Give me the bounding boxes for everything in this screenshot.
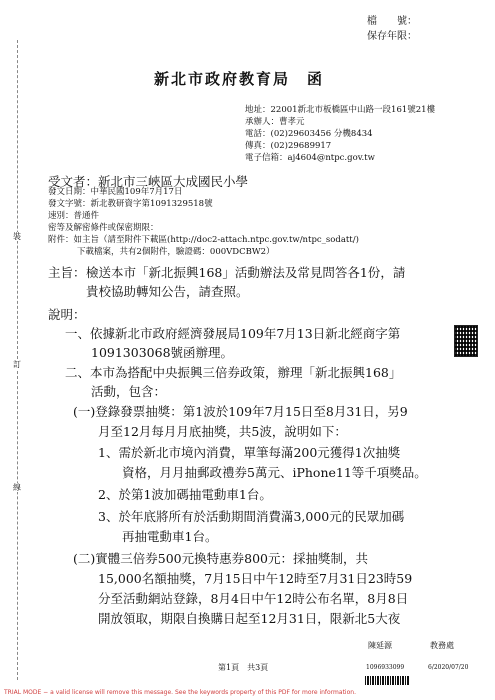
subject-line: 檢送本市「新北振興168」活動辦法及常見問答各1份，請: [86, 265, 406, 280]
explanation-label: 說明：: [48, 307, 86, 322]
retention-label: 保存年限：: [367, 31, 417, 42]
barcode-icon: [365, 676, 410, 685]
issue-number: 發文字號：新北教研資字第1091329518號: [48, 199, 213, 209]
address: 地址：22001新北市板橋區中山路一段161號21樓: [245, 105, 436, 115]
item-line: 1、需於新北市境內消費，單筆每滿200元獲得1次抽獎: [98, 445, 401, 460]
fax: 傳真：(02)29689917: [245, 141, 332, 151]
speed: 速別：普通件: [48, 211, 100, 221]
section-line: (二)實體三倍券500元換特惠券800元：採抽獎制，共: [73, 551, 368, 566]
attachment-cont: 下載檔案，共有2個附件，驗證碼：000VDCBW2）: [77, 247, 275, 257]
paragraph-line: 一、依據新北市政府經濟發展局109年7月13日新北經商字第: [65, 326, 401, 341]
doc-code: 1096933099: [366, 664, 405, 671]
handler: 承辦人：曹孝元: [245, 117, 305, 127]
item-line: 2、於第1波加碼抽電動車1台。: [98, 487, 272, 502]
item-line: 3、於年底將所有於活動期間消費滿3,000元的民眾加碼: [98, 509, 405, 524]
paragraph-line: 1091303068號函辦理。: [91, 345, 234, 360]
date-code: 6/2020/07/20: [428, 664, 469, 671]
file-number-label: 檔 號：: [367, 16, 417, 27]
item-line: 資格，月月抽郵政禮券5萬元、iPhone11等千項獎品。: [122, 465, 427, 480]
section-line: 開放領取，期限自換購日起至12月31日，限新北5大夜: [98, 611, 401, 626]
phone: 電話：(02)29603456 分機8434: [245, 129, 373, 139]
binding-char: 裝: [13, 232, 21, 241]
subject-label: 主旨：: [48, 265, 86, 280]
section-line: 15,000名額抽獎，7月15日中午12時至7月31日23時59: [98, 571, 413, 586]
trial-notice: TRIAL MODE − a valid license will remove this message. See the keywords property of this PDF for more information.: [4, 689, 356, 696]
issue-date: 發文日期：中華民國109年7月17日: [48, 187, 183, 197]
qr-code-icon: [454, 325, 478, 357]
section-line: 分至活動網站登錄，8月4日中午12時公布名單，8月8日: [98, 591, 409, 606]
page-title: 新北市政府教育局 函: [154, 70, 325, 88]
section-line: (一)登錄發票抽獎：第1波於109年7月15日至8月31日，另9: [73, 404, 408, 419]
recipient: 受文者：新北市三峽區大成國民小學: [48, 174, 249, 189]
stamp-department: 教務處: [430, 641, 454, 650]
email: 電子信箱：aj4604@ntpc.gov.tw: [245, 153, 375, 163]
section-line: 月至12月每月月底抽獎，共5波，說明如下：: [98, 424, 347, 439]
stamp-name: 陳延源: [368, 641, 392, 650]
paragraph-line: 活動，包含：: [91, 384, 167, 399]
attachment: 附件：如主旨（請至附件下載區(http://doc2-attach.ntpc.gov.tw/ntpc_sodatt/): [48, 235, 359, 245]
binding-char: 訂: [13, 360, 21, 369]
secrecy: 密等及解密條件或保密期限：: [48, 223, 159, 233]
subject-line: 貴校協助轉知公告，請查照。: [86, 284, 249, 299]
paragraph-line: 二、本市為搭配中央振興三倍券政策，辦理「新北振興168」: [65, 365, 402, 380]
item-line: 再抽電動車1台。: [122, 529, 218, 544]
binding-margin: [13, 0, 23, 700]
binding-char: 線: [13, 483, 21, 492]
page-number: 第1頁 共3頁: [218, 663, 269, 672]
